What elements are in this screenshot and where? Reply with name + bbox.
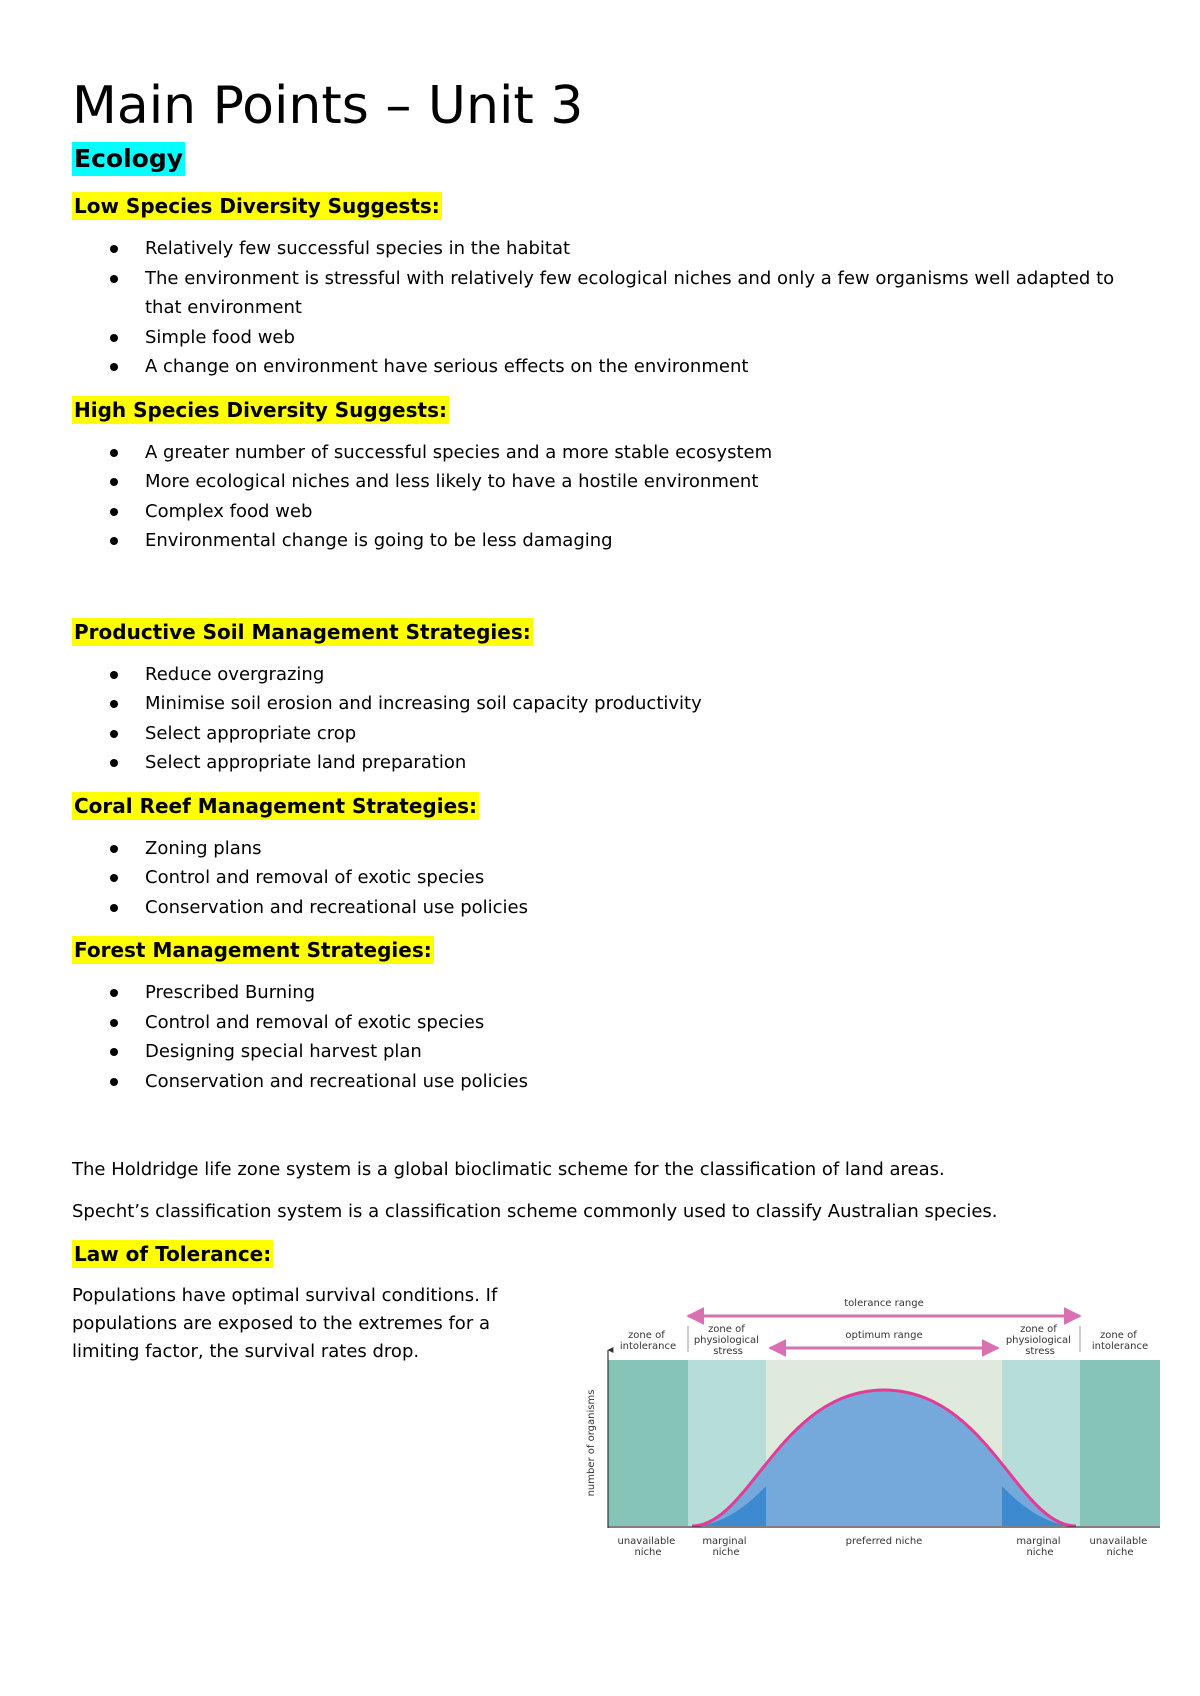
label-line: zone of xyxy=(1100,1330,1137,1341)
list-item: Relatively few successful species in the habitat xyxy=(72,234,1132,264)
list-item: Minimise soil erosion and increasing soil capacity productivity xyxy=(72,689,1132,719)
label-line: zone of xyxy=(1020,1324,1057,1335)
list-item: Control and removal of exotic species xyxy=(72,863,1132,893)
list-item: More ecological niches and less likely to have a hostile environment xyxy=(72,467,1132,497)
label-line: marginal xyxy=(1016,1536,1061,1547)
heading-ecology: Ecology xyxy=(72,142,185,176)
coral-management-list xyxy=(72,834,1132,923)
list-item: Environmental change is going to be less damaging xyxy=(72,526,1132,556)
niche-preferred-label: preferred niche xyxy=(845,1536,923,1547)
forest-management-list xyxy=(72,978,1132,1096)
document-page xyxy=(72,74,1132,1366)
niche-marginal-left-label xyxy=(702,1536,749,1558)
page-title: Main Points – Unit 3 xyxy=(72,76,584,136)
niche-unavailable-left-label xyxy=(618,1536,679,1558)
label-line: zone of xyxy=(708,1324,745,1335)
tolerance-diagram xyxy=(580,1290,1160,1580)
heading-law-of-tolerance: Law of Tolerance: xyxy=(74,1242,272,1266)
low-diversity-list xyxy=(72,234,1132,382)
heading-soil-management: Productive Soil Management Strategies: xyxy=(74,619,531,644)
list-item: Conservation and recreational use policies xyxy=(72,893,1132,923)
list-item: Reduce overgrazing xyxy=(72,660,1132,690)
label-line: stress xyxy=(1025,1346,1055,1357)
niche-unavailable-right-label xyxy=(1090,1536,1151,1558)
label-line: intolerance xyxy=(1091,1341,1149,1352)
heading-forest-management: Forest Management Strategies: xyxy=(74,938,432,962)
label-line: niche xyxy=(1106,1547,1134,1558)
optimum-range-label: optimum range xyxy=(845,1330,923,1341)
list-item: Complex food web xyxy=(72,497,1132,527)
tolerance-range-label: tolerance range xyxy=(844,1298,924,1309)
zone-stress-left-label xyxy=(694,1324,762,1357)
zone-stress-right-label xyxy=(1006,1324,1074,1357)
list-item: The environment is stressful with relatively few ecological niches and only a few organisms well adapted to that environment xyxy=(72,264,1132,323)
label-line: niche xyxy=(634,1547,662,1558)
list-item: Prescribed Burning xyxy=(72,978,1132,1008)
list-item: Control and removal of exotic species xyxy=(72,1008,1132,1038)
list-item: Conservation and recreational use policies xyxy=(72,1067,1132,1097)
zone-intolerance-left-label xyxy=(620,1330,676,1352)
label-line: intolerance xyxy=(619,1341,677,1352)
band-intolerance-right xyxy=(1080,1360,1160,1526)
band-intolerance-left xyxy=(608,1360,688,1526)
list-item: Zoning plans xyxy=(72,834,1132,864)
label-line: unavailable xyxy=(617,1536,676,1547)
y-axis-label: number of organisms xyxy=(586,1389,597,1497)
label-line: marginal xyxy=(702,1536,747,1547)
niche-marginal-right-label xyxy=(1016,1536,1063,1558)
heading-low-diversity: Low Species Diversity Suggests: xyxy=(74,194,440,218)
list-item: A change on environment have serious effects on the environment xyxy=(72,352,1132,382)
tolerance-paragraph: Populations have optimal survival conditions. If populations are exposed to the extremes for a limiting factor, the survival rates drop. xyxy=(72,1285,498,1362)
holdridge-paragraph: The Holdridge life zone system is a global bioclimatic scheme for the classification of land areas. xyxy=(72,1159,945,1180)
label-line: unavailable xyxy=(1089,1536,1148,1547)
label-line: niche xyxy=(1026,1547,1054,1558)
label-line: physiological xyxy=(693,1335,759,1346)
high-diversity-list xyxy=(72,438,1132,556)
specht-paragraph: Specht’s classification system is a classification scheme commonly used to classify Australian species. xyxy=(72,1201,998,1222)
soil-management-list xyxy=(72,660,1132,778)
list-item: Simple food web xyxy=(72,323,1132,353)
list-item: Select appropriate land preparation xyxy=(72,748,1132,778)
list-item: A greater number of successful species and a more stable ecosystem xyxy=(72,438,1132,468)
heading-coral-management: Coral Reef Management Strategies: xyxy=(74,793,478,818)
label-line: stress xyxy=(713,1346,743,1357)
heading-high-diversity: High Species Diversity Suggests: xyxy=(74,397,447,422)
list-item: Designing special harvest plan xyxy=(72,1037,1132,1067)
label-line: zone of xyxy=(628,1330,665,1341)
list-item: Select appropriate crop xyxy=(72,719,1132,749)
label-line: niche xyxy=(712,1547,740,1558)
label-line: physiological xyxy=(1005,1335,1071,1346)
zone-intolerance-right-label xyxy=(1092,1330,1148,1352)
